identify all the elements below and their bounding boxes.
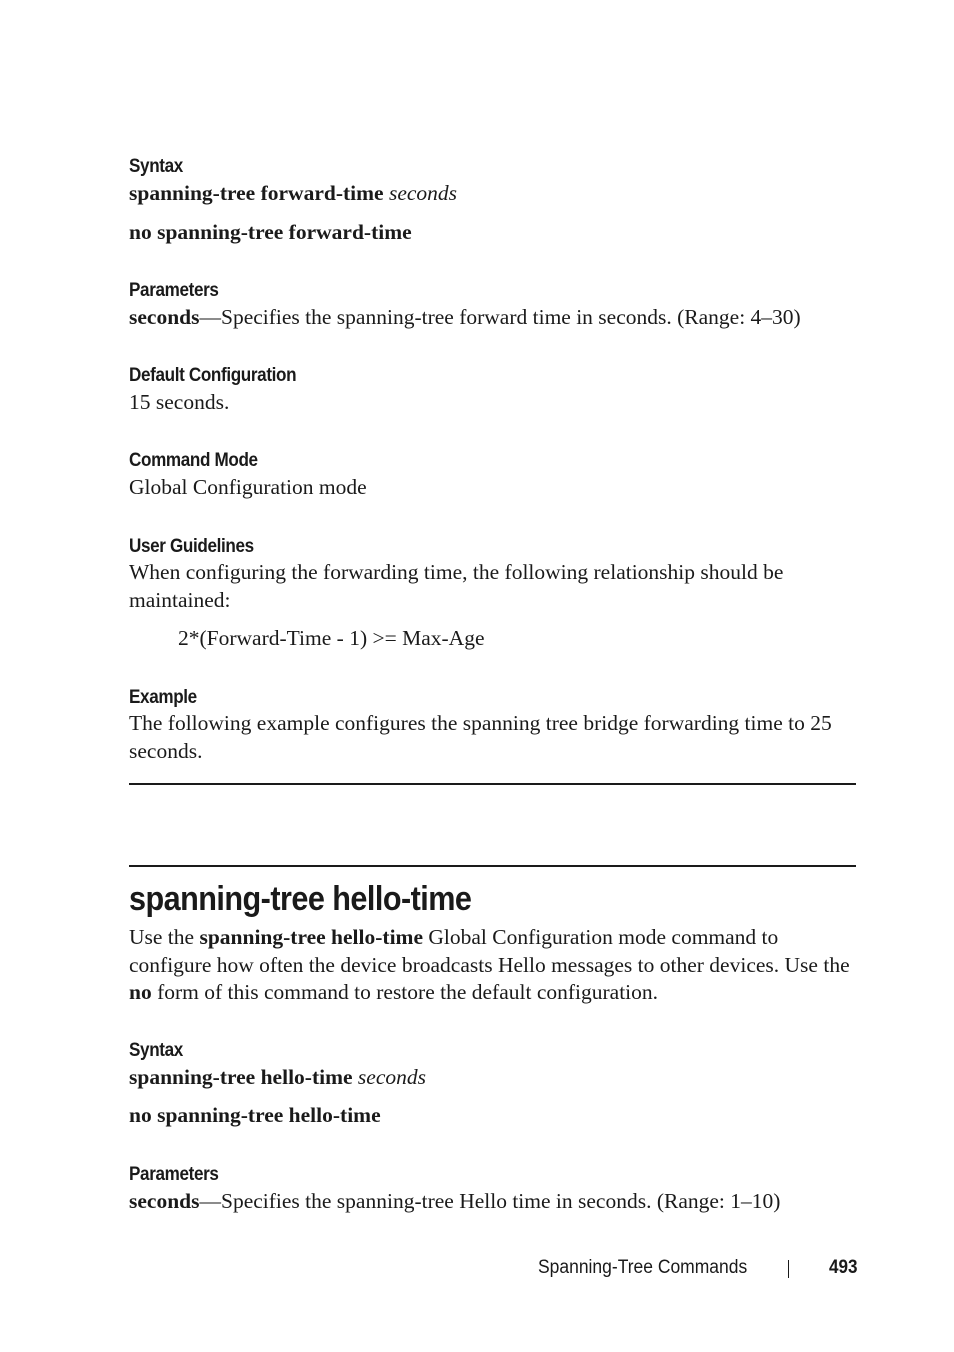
user-guidelines-heading: User Guidelines: [129, 536, 254, 557]
section-title: spanning-tree hello-time: [129, 880, 472, 918]
user-guidelines-formula: 2*(Forward-Time - 1) >= Max-Age: [178, 626, 485, 650]
intro-no-keyword: no: [129, 980, 152, 1004]
footer-section-name: Spanning-Tree Commands: [538, 1257, 748, 1278]
syntax-line-2-2: no spanning-tree hello-time: [129, 1103, 381, 1127]
parameter-description: [129, 304, 856, 332]
parameters-heading-2: Parameters: [129, 1164, 219, 1185]
parameter-name-2: seconds: [129, 1189, 200, 1213]
page-number: 493: [829, 1257, 858, 1278]
command-mode-heading: Command Mode: [129, 450, 258, 471]
intro-text-3: form of this command to restore the default configuration.: [151, 980, 659, 1004]
syntax-command-2: spanning-tree hello-time: [129, 1065, 353, 1089]
user-guidelines-text: When configuring the forwarding time, the following relationship should be maintained:: [129, 560, 784, 612]
syntax-line-1: [129, 180, 856, 208]
syntax-argument-2: seconds: [357, 1065, 426, 1089]
syntax-heading-2: Syntax: [129, 1040, 183, 1061]
default-config-heading: Default Configuration: [129, 365, 297, 386]
intro-text-1: Use the: [129, 925, 200, 949]
parameter-description-2: [129, 1188, 856, 1216]
command-mode-text: Global Configuration mode: [129, 475, 367, 499]
syntax-command: spanning-tree forward-time: [129, 181, 384, 205]
example-text: The following example configures the spanning tree bridge forwarding time to 25 seconds.: [129, 711, 832, 763]
syntax-line-1-2: [129, 1064, 856, 1092]
syntax-line-2: no spanning-tree forward-time: [129, 220, 412, 244]
parameters-heading: Parameters: [129, 280, 219, 301]
default-config-text: 15 seconds.: [129, 390, 230, 414]
intro-command: spanning-tree hello-time: [199, 925, 423, 949]
parameter-text-2: —Specifies the spanning-tree Hello time in seconds. (Range: 1–10): [199, 1189, 781, 1213]
footer-separator: [788, 1260, 789, 1278]
example-heading: Example: [129, 687, 197, 708]
section-start-rule: [129, 865, 856, 867]
section-end-rule: [129, 783, 856, 785]
syntax-heading: Syntax: [129, 156, 183, 177]
syntax-argument: seconds: [388, 181, 458, 205]
parameter-text: —Specifies the spanning-tree forward time in seconds. (Range: 4–30): [199, 305, 801, 329]
parameter-name: seconds: [129, 305, 200, 329]
section-intro: [129, 924, 856, 1007]
intro-text-2: Global Configuration mode command to configure how often the device broadcasts Hello messages to other devices. Use the: [129, 925, 850, 977]
